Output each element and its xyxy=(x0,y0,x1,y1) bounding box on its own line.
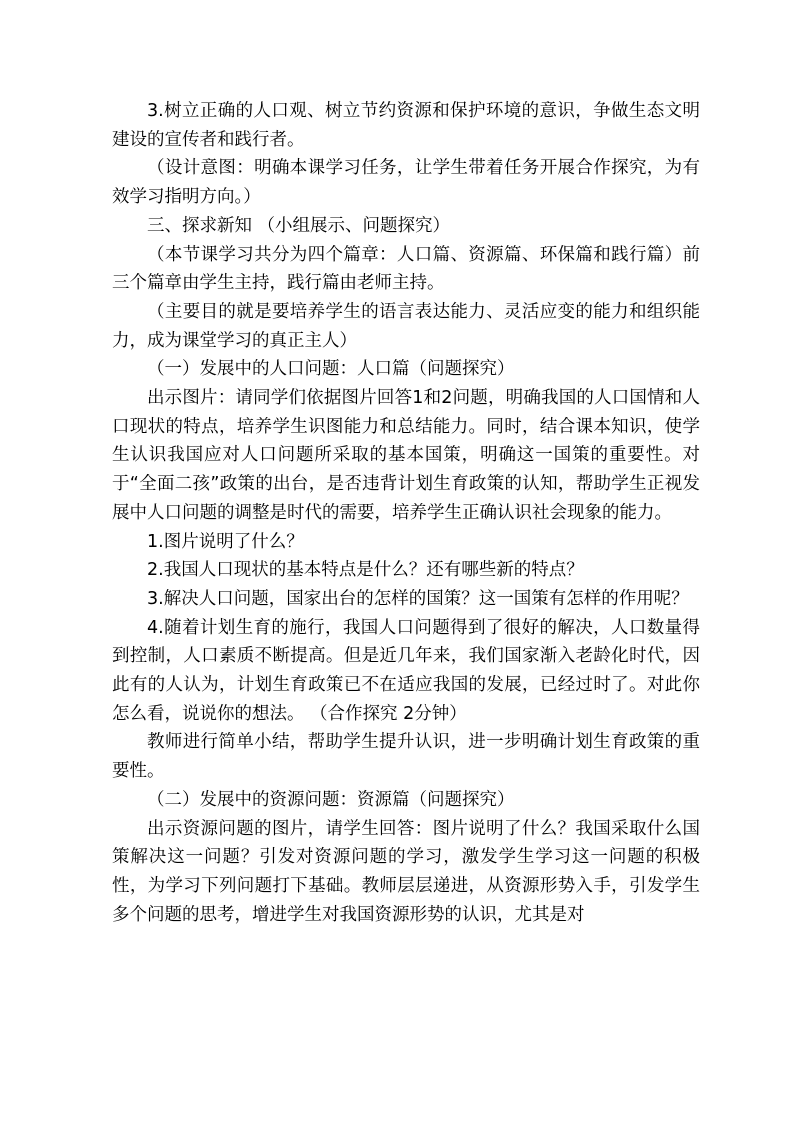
resources-picture-paragraph: 出示资源问题的图片，请学生回答：图片说明了什么？我国采取什么国策解决这一问题？引发对资源问题的学习，激发学生学习这一问题的积极性，为学习下列问题打下基础。教师层层递进，从资源形势入手，引发学生多个问题的思考，增进学生对我国资源形势的认识，尤其是对 xyxy=(112,818,700,925)
chapters-intro-paragraph: （本节课学习共分为四个篇章：人口篇、资源篇、环保篇和践行篇）前三个篇章由学生主持，践行篇由老师主持。 xyxy=(112,244,700,294)
subsection-resources-heading: （二）发展中的资源问题：资源篇（问题探究） xyxy=(147,789,515,810)
question-1: 1.图片说明了什么？ xyxy=(147,531,304,552)
teacher-summary-paragraph: 教师进行简单小结，帮助学生提升认识，进一步明确计划生育政策的重要性。 xyxy=(112,732,700,782)
population-picture-paragraph: 出示图片：请同学们依据图片回答1和2问题，明确我国的人口国情和人口现状的特点，培养学生识图能力和总结能力。同时，结合课本知识，使学生认识我国应对人口问题所采取的基本国策，明确这一国策的重要性。对于“全面二孩”政策的出台，是否违背计划生育政策的认知，帮助学生正视发展中人口问题的调整是时代的需要，培养学生正确认识社会现象的能力。 xyxy=(112,388,700,523)
question-4: 4.随着计划生育的施行，我国人口问题得到了很好的解决，人口数量得到控制，人口素质不断提高。但是近几年来，我们国家渐入老龄化时代，因此有的人认为，计划生育政策已不在适应我国的发展，已经过时了。对此你怎么看，说说你的想法。 （合作探究 2分钟） xyxy=(112,617,700,724)
subsection-population-heading: （一）发展中的人口问题：人口篇（问题探究） xyxy=(147,359,515,380)
question-2: 2.我国人口现状的基本特点是什么？还有哪些新的特点？ xyxy=(147,560,584,581)
design-intent-paragraph: （设计意图：明确本课学习任务，让学生带着任务开展合作探究，为有效学习指明方向。） xyxy=(112,158,700,208)
question-3: 3.解决人口问题，国家出台的怎样的国策？这一国策有怎样的作用呢？ xyxy=(147,588,689,609)
main-purpose-paragraph: （主要目的就是要培养学生的语言表达能力、灵活应变的能力和组织能力，成为课堂学习的真正主人） xyxy=(112,301,700,351)
document-body xyxy=(112,97,700,929)
objective-3-paragraph: 3.树立正确的人口观、树立节约资源和保护环境的意识，争做生态文明建设的宣传者和践行者。 xyxy=(112,101,700,150)
section-3-heading: 三、探求新知 （小组展示、问题探究） xyxy=(147,215,451,236)
